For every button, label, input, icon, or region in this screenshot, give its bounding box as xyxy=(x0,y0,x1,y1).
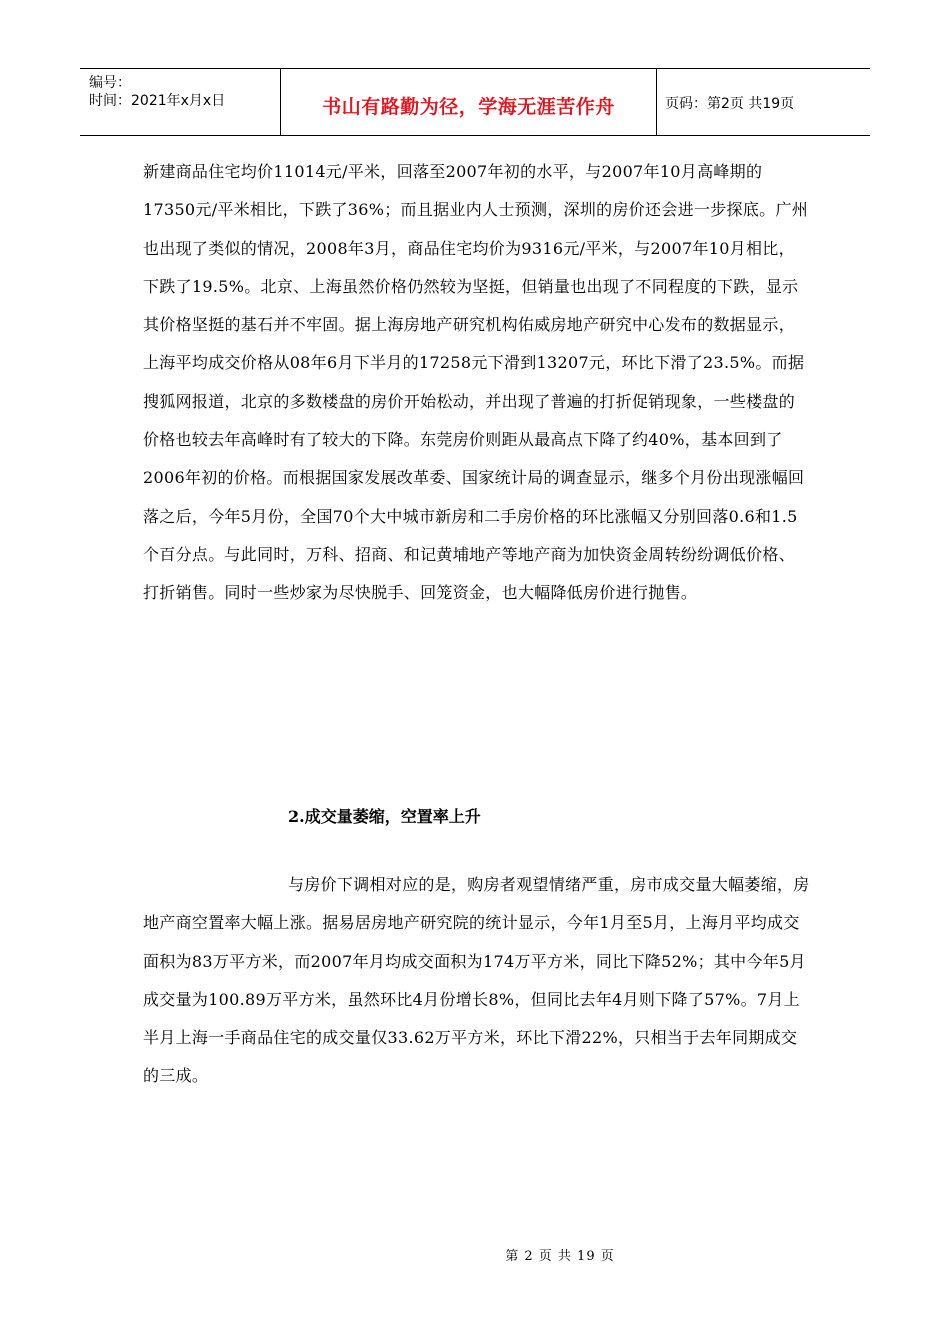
body-paragraph-1: 新建商品住宅均价11014元/平米，回落至2007年初的水平，与2007年10月高峰期的17350元/平米相比，下跌了36%；而且据业内人士预测，深圳的房价还会进一步探底。广州也出现了类似的情况，2008年3月，商品住宅均价为9316元/平米，与2007年10月相比，下跌了19.5%。北京、上海虽然价格仍然较为坚挺，但销量也出现了不同程度的下跌，显示其价格坚挺的基石并不牢固。据上海房地产研究机构佑威房地产研究中心发布的数据显示，上海平均成交价格从08年6月下半月的17258元下滑到13207元，环比下滑了23.5%。而据搜狐网报道，北京的多数楼盘的房价开始松动，并出现了普遍的打折促销现象，一些楼盘的价格也较去年高峰时有了较大的下降。东莞房价则距从最高点下降了约40%，基本回到了2006年初的价格。而根据国家发展改革委、国家统计局的调查显示，继多个月份出现涨幅回落之后，今年5月份，全国70个大中城市新房和二手房价格的环比涨幅又分别回落0.6和1.5个百分点。与此同时，万科、招商、和记黄埔地产等地产商为加快资金周转纷纷调低价格、打折销售。同时一些炒家为尽快脱手、回笼资金，也大幅降低房价进行抛售。 xyxy=(143,162,809,603)
page-footer: 第 2 页 共 19 页 xyxy=(505,1249,615,1264)
header-motto-cell xyxy=(281,69,657,135)
date-line: 时间：2021年x月x日 xyxy=(89,93,226,109)
section-heading: 2.成交量萎缩，空置率上升 xyxy=(288,807,481,826)
motto-text: 书山有路勤为径，学海无涯苦作舟 xyxy=(322,95,615,118)
page-info: 页码：第2页 共19页 xyxy=(665,96,795,112)
page-header xyxy=(80,68,870,136)
body-paragraph-2: 与房价下调相对应的是，购房者观望情绪严重，房市成交量大幅萎缩，房地产商空置率大幅上涨。据易居房地产研究院的统计显示，今年1月至5月，上海月平均成交面积为83万平方米，而2007年月均成交面积为174万平方米，同比下降52%；其中今年5月成交量为100.89万平方米，虽然环比4月份增长8%，但同比去年4月则下降了57%。7月上半月上海一手商品住宅的成交量仅33.62万平方米，环比下滑22%，只相当于去年同期成交的三成。 xyxy=(143,875,810,1086)
serial-number-label: 编号： xyxy=(89,75,131,91)
header-meta-cell xyxy=(80,69,281,135)
header-page-cell xyxy=(657,69,870,135)
